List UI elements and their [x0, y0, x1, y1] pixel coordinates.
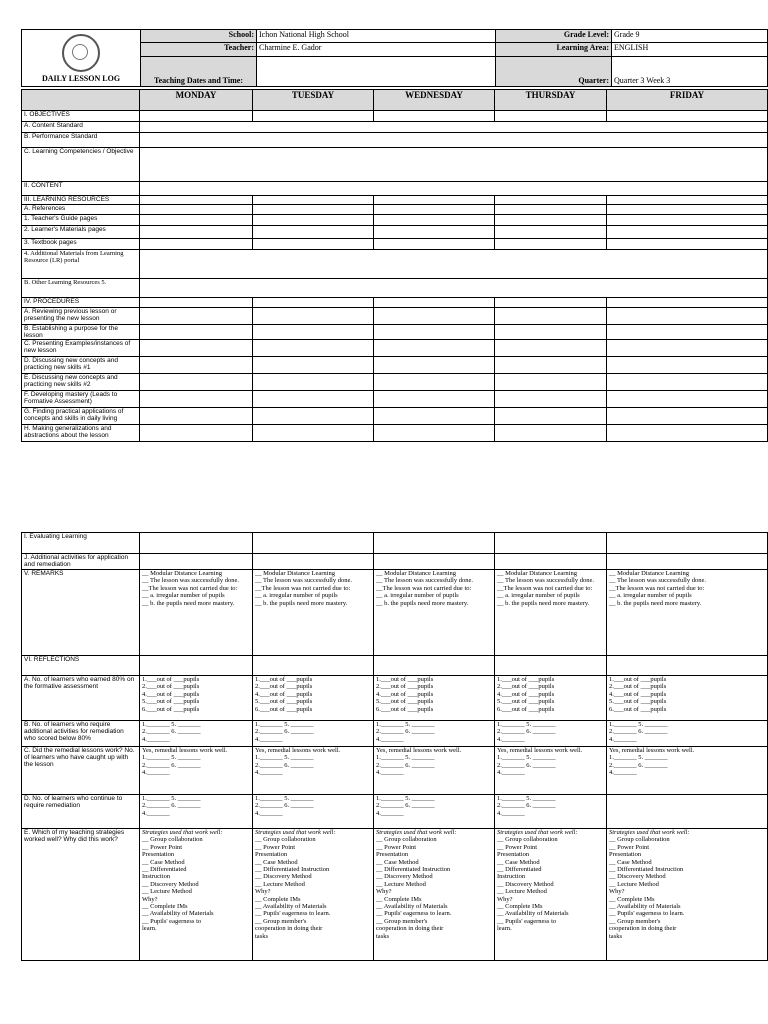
- row-label: A. No. of learners who earned 80% on the formative assessment: [22, 676, 140, 721]
- strategies-cell: [374, 829, 495, 961]
- row-label: A. Content Standard: [22, 122, 140, 133]
- row-label: VI. REFLECTIONS: [22, 656, 140, 676]
- remedial-cell: Yes, remedial lessons work well. 1._______ 5. _______ 2._______ 6. _______ 4._______: [374, 747, 495, 795]
- row-label: E. Which of my teaching strategies worked well? Why did this work?: [22, 829, 140, 961]
- corner-cell: [22, 90, 140, 111]
- row-label: H. Making generalizations and abstractions about the lesson: [22, 425, 140, 442]
- strategies-list: __ Group collaboration __ Power Point Presentation __ Case Method __ Differentiated Instruction __ Discovery Method __ Lecture Method Why? __ Complete IMs __ Availability of Materials __ Pupils' eagerness to learn. __ Group member's cooperation in doing their tasks: [609, 836, 685, 940]
- row-label: B. Other Learning Resources 5.: [22, 279, 140, 298]
- remedial-cell: Yes, remedial lessons work well. 1._______ 5. _______ 2._______ 6. _______ 4._______: [607, 747, 768, 795]
- remedial-cell: Yes, remedial lessons work well. 1._______ 5. _______ 2._______ 6. _______ 4._______: [140, 747, 253, 795]
- grade-label: Grade Level:: [496, 30, 612, 43]
- row-label: 2. Learner's Materials pages: [22, 226, 140, 239]
- dates-label: Teaching Dates and Time:: [141, 56, 257, 86]
- quarter-value: Quarter 3 Week 3: [612, 56, 768, 86]
- numbers-cell: 1._______ 5. _______ 2._______ 6. _______ 4._______: [140, 721, 253, 747]
- area-label: Learning Area:: [496, 43, 612, 56]
- deped-seal-icon: [62, 34, 100, 72]
- day-header: THURSDAY: [495, 90, 607, 111]
- row-label: 3. Textbook pages: [22, 239, 140, 250]
- area-value: ENGLISH: [612, 43, 768, 56]
- strategies-list: __ Group collaboration __ Power Point Presentation __ Case Method __ Differentiated Instruction __ Discovery Method __ Lecture Method Why? __ Complete IMs __ Availability of Materials __ Pupils' eagerness to learn.: [142, 836, 214, 933]
- row-label: G. Finding practical applications of concepts and skills in daily living: [22, 408, 140, 425]
- day-header: FRIDAY: [607, 90, 768, 111]
- lesson-table-bottom: [21, 532, 768, 961]
- remarks-cell: __ Modular Distance Learning __ The lesson was successfully done. __The lesson was not carried due to: __ a. irregular number of pupils __ b. the pupils need more mastery.: [140, 570, 253, 656]
- school-label: School:: [141, 30, 257, 43]
- numbers-cell: 1._______ 5. _______ 2._______ 6. _______ 4._______: [495, 721, 607, 747]
- out-of-cell: 1.___out of ___pupils 2.___out of ___pupils 4.___out of ___pupils 5.___out of ___pupils 6.___out of ___pupils: [495, 676, 607, 721]
- row-label: D. Discussing new concepts and practicing new skills #1: [22, 357, 140, 374]
- remedial-cell: Yes, remedial lessons work well. 1._______ 5. _______ 2._______ 6. _______ 4._______: [495, 747, 607, 795]
- strategies-list: __ Group collaboration __ Power Point Presentation __ Case Method __ Differentiated Instruction __ Discovery Method __ Lecture Method Why? __ Complete IMs __ Availability of Materials __ Pupils' eagerness to learn. __ Group member's cooperation in doing their tasks: [376, 836, 452, 940]
- strategies-cell: [140, 829, 253, 961]
- strategies-heading: Strategies used that work well:: [609, 829, 690, 836]
- row-label: IV. PROCEDURES: [22, 298, 140, 308]
- row-label: E. Discussing new concepts and practicing new skills #2: [22, 374, 140, 391]
- row-label: C. Presenting Examples/instances of new lesson: [22, 340, 140, 357]
- numbers-cell: 1._______ 5. _______ 2._______ 6. _______ 4._______: [253, 795, 374, 829]
- strategies-cell: [495, 829, 607, 961]
- row-label: B. No. of learners who require additional activities for remediation who scored below 80%: [22, 721, 140, 747]
- out-of-cell: 1.___out of ___pupils 2.___out of ___pupils 4.___out of ___pupils 5.___out of ___pupils 6.___out of ___pupils: [374, 676, 495, 721]
- row-label: D. No. of learners who continue to require remediation: [22, 795, 140, 829]
- row-label: C. Learning Competencies / Objective: [22, 148, 140, 182]
- day-header: MONDAY: [140, 90, 253, 111]
- strategies-cell: [607, 829, 768, 961]
- numbers-cell: 1._______ 5. _______ 2._______ 6. _______ 4._______: [495, 795, 607, 829]
- row-label: I. Evaluating Learning: [22, 533, 140, 554]
- strategies-list: __ Group collaboration __ Power Point Presentation __ Case Method __ Differentiated Instruction __ Discovery Method __ Lecture Method Why? __ Complete IMs __ Availability of Materials __ Pupils' eagerness to learn.: [497, 836, 569, 933]
- numbers-cell: 1._______ 5. _______ 2._______ 6. _______ 4._______: [140, 795, 253, 829]
- remarks-cell: __ Modular Distance Learning __ The lesson was successfully done. __The lesson was not carried due to: __ a. irregular number of pupils __ b. the pupils need more mastery.: [495, 570, 607, 656]
- numbers-cell: 1._______ 5. _______ 2._______ 6. _______ 4._______: [253, 721, 374, 747]
- remarks-cell: __ Modular Distance Learning __ The lesson was successfully done. __The lesson was not carried due to: __ a. irregular number of pupils __ b. the pupils need more mastery.: [253, 570, 374, 656]
- numbers-cell: 1._______ 5. _______ 2._______ 6. _______ 4._______: [374, 721, 495, 747]
- school-value: Ichon National High School: [257, 30, 496, 43]
- row-label: 1. Teacher's Guide pages: [22, 215, 140, 226]
- remedial-cell: Yes, remedial lessons work well. 1._______ 5. _______ 2._______ 6. _______ 4._______: [253, 747, 374, 795]
- header-table: [21, 29, 768, 87]
- strategies-heading: Strategies used that work well:: [497, 829, 578, 836]
- day-header: WEDNESDAY: [374, 90, 495, 111]
- lesson-table-top: [21, 89, 768, 442]
- teacher-label: Teacher:: [141, 43, 257, 56]
- out-of-cell: 1.___out of ___pupils 2.___out of ___pupils 4.___out of ___pupils 5.___out of ___pupils 6.___out of ___pupils: [607, 676, 768, 721]
- document-title: DAILY LESSON LOG: [41, 74, 121, 83]
- row-label: F. Developing mastery (Leads to Formative Assessment): [22, 391, 140, 408]
- row-label: B. Performance Standard: [22, 133, 140, 148]
- row-label: V. REMARKS: [22, 570, 140, 656]
- grade-value: Grade 9: [612, 30, 768, 43]
- day-header: TUESDAY: [253, 90, 374, 111]
- numbers-cell: 1._______ 5. _______ 2._______ 6. _______ 4._______: [607, 721, 768, 747]
- strategies-heading: Strategies used that work well:: [142, 829, 223, 836]
- row-label: I. OBJECTIVES: [22, 111, 140, 122]
- out-of-cell: 1.___out of ___pupils 2.___out of ___pupils 4.___out of ___pupils 5.___out of ___pupils 6.___out of ___pupils: [140, 676, 253, 721]
- teacher-value: Charmine E. Gador: [257, 43, 496, 56]
- row-label: B. Establishing a purpose for the lesson: [22, 325, 140, 340]
- row-label: A. Reviewing previous lesson or presenting the new lesson: [22, 308, 140, 325]
- strategies-heading: Strategies used that work well:: [376, 829, 457, 836]
- strategies-cell: [253, 829, 374, 961]
- strategies-list: __ Group collaboration __ Power Point Presentation __ Case Method __ Differentiated Instruction __ Discovery Method __ Lecture Method Why? __ Complete IMs __ Availability of Materials __ Pupils' eagerness to learn. __ Group member's cooperation in doing their tasks: [255, 836, 331, 940]
- row-label: III. LEARNING RESOURCES: [22, 196, 140, 205]
- row-label: II. CONTENT: [22, 182, 140, 196]
- row-label: J. Additional activities for application and remediation: [22, 554, 140, 570]
- row-label: A. References: [22, 205, 140, 215]
- strategies-heading: Strategies used that work well:: [255, 829, 336, 836]
- numbers-cell: 1._______ 5. _______ 2._______ 6. _______ 4._______: [374, 795, 495, 829]
- quarter-label: Quarter:: [496, 56, 612, 86]
- out-of-cell: 1.___out of ___pupils 2.___out of ___pupils 4.___out of ___pupils 5.___out of ___pupils 6.___out of ___pupils: [253, 676, 374, 721]
- logo-cell: [22, 30, 141, 87]
- row-label: 4. Additional Materials from Learning Resource (LR) portal: [22, 250, 140, 279]
- row-label: C. Did the remedial lessons work? No. of learners who have caught up with the lesson: [22, 747, 140, 795]
- remarks-cell: __ Modular Distance Learning __ The lesson was successfully done. __The lesson was not carried due to: __ a. irregular number of pupils __ b. the pupils need more mastery.: [374, 570, 495, 656]
- dates-value: [257, 56, 496, 86]
- remarks-cell: __ Modular Distance Learning __ The lesson was successfully done. __The lesson was not carried due to: __ a. irregular number of pupils __ b. the pupils need more mastery.: [607, 570, 768, 656]
